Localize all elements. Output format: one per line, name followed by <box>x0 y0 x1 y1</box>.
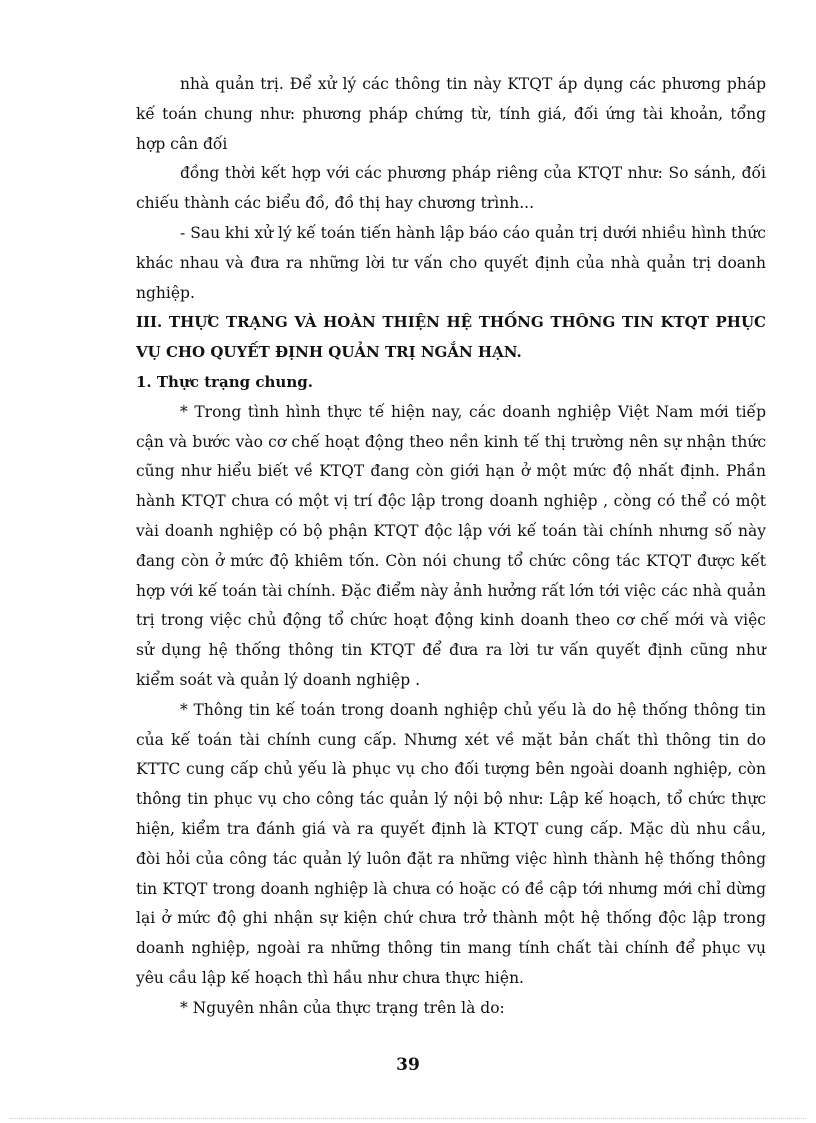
page-bottom-divider <box>10 1118 806 1119</box>
paragraph-6: * Nguyên nhân của thực trạng trên là do: <box>180 998 505 1017</box>
paragraph-3: - Sau khi xử lý kế toán tiến hành lập báo cáo quản trị dưới nhiều hình thức khác nhau và đưa ra những lời tư vấn cho quyết định của nhà quản trị doanh nghiệp. <box>136 223 766 302</box>
paragraph-1: nhà quản trị. Để xử lý các thông tin này KTQT áp dụng các phương pháp kế toán chung như: phương pháp chứng từ, tính giá, đối ứng tài khoản, tổng hợp cân đối <box>136 75 766 153</box>
paragraph-5: * Thông tin kế toán trong doanh nghiệp chủ yếu là do hệ thống thông tin của kế toán tài chính cung cấp. Nhưng xét về mặt bản chất thì thông tin do KTTC cung cấp chủ yếu là phục vụ cho đối tượng bên ngoài doanh nghiệp, còn thông tin phục vụ cho công tác quản lý nội bộ như: Lập kế hoạch, tổ chức thực hiện, kiểm tra đánh giá và ra quyết định là KTQT cung cấp. Mặc dù nhu cầu, đòi hỏi của công tác quản lý luôn đặt ra những việc hình thành hệ thống thông tin KTQT trong doanh nghiệp là chưa có hoặc có đề cập tới nhưng mới chỉ dừng lại ở mức độ ghi nhận sự kiện chứ chưa trở thành một hệ thống độc lập trong doanh nghiệp, ngoài ra những thông tin mang tính chất tài chính để phục vụ yêu cầu lập kế hoạch thì hầu như chưa thực hiện. <box>136 700 766 987</box>
subsection-heading: 1. Thực trạng chung. <box>136 372 313 391</box>
section-heading: III. THỰC TRẠNG VÀ HOÀN THIỆN HỆ THỐNG THÔNG TIN KTQT PHỤC VỤ CHO QUYẾT ĐỊNH QUẢN TRỊ NGẮN HẠN. <box>136 313 766 362</box>
document-body <box>136 70 766 1024</box>
paragraph-4: * Trong tình hình thực tế hiện nay, các doanh nghiệp Việt Nam mới tiếp cận và bước vào cơ chế hoạt động theo nền kinh tế thị trường nên sự nhận thức cũng như hiểu biết về KTQT đang còn giới hạn ở một mức độ nhất định. Phần hành KTQT chưa có một vị trí độc lập trong doanh nghiệp , còng có thể có một vài doanh nghiệp có bộ phận KTQT độc lập với kế toán tài chính nhưng số này đang còn ở mức độ khiêm tốn. Còn nói chung tổ chức công tác KTQT được kết hợp với kế toán tài chính. Đặc điểm này ảnh hưởng rất lớn tới việc các nhà quản trị trong việc chủ động tổ chức hoạt động kinh doanh theo cơ chế mới và việc sử dụng hệ thống thông tin KTQT để đưa ra lời tư vấn quyết định cũng như kiểm soát và quản lý doanh nghiệp . <box>136 402 766 689</box>
paragraph-2: đồng thời kết hợp với các phương pháp riêng của KTQT như: So sánh, đối chiếu thành các biểu đồ, đồ thị hay chương trình... <box>136 164 766 213</box>
page-number: 39 <box>396 1055 420 1075</box>
